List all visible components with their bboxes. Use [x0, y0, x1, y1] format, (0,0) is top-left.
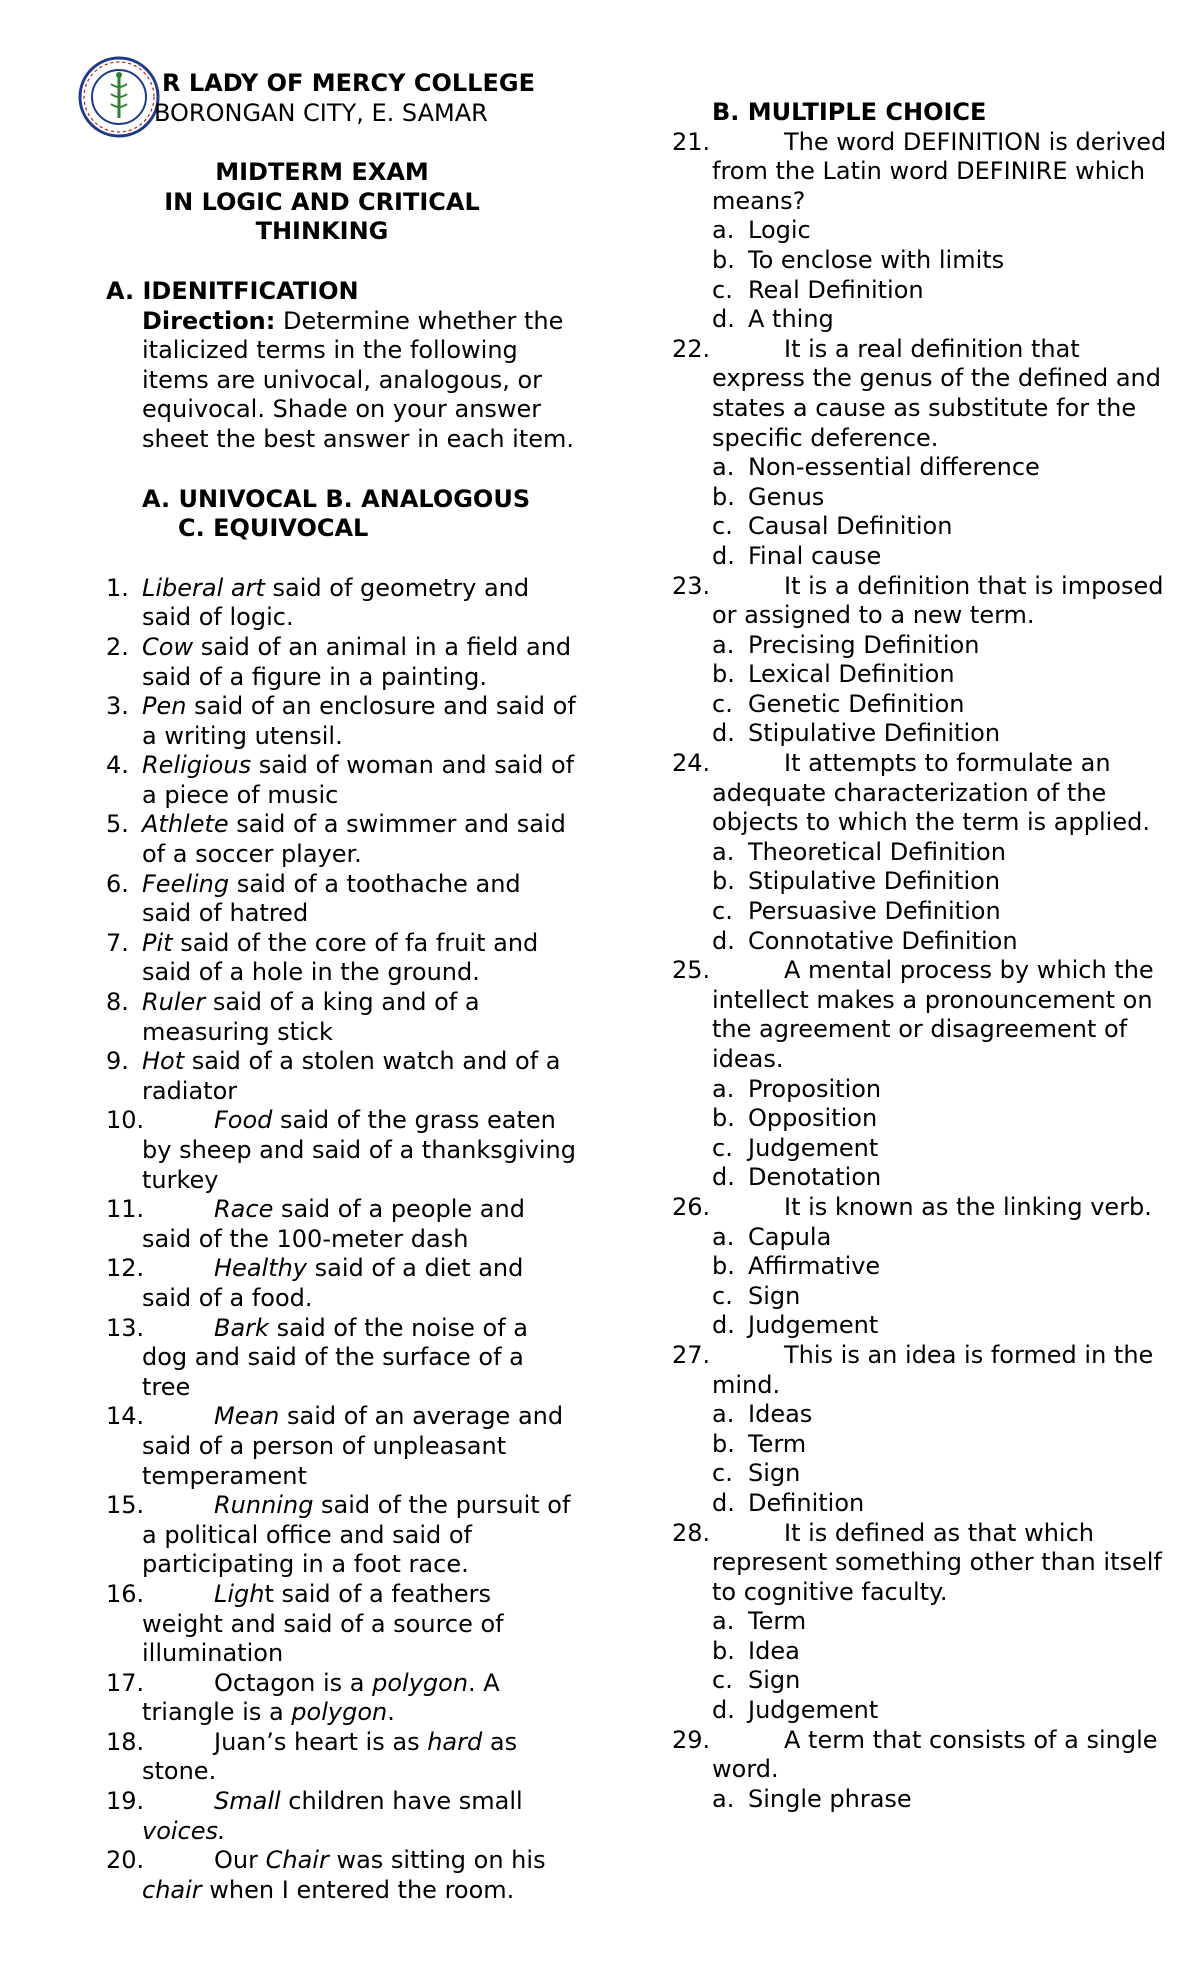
- option-letter: a.: [712, 1607, 735, 1636]
- option-letter: d.: [712, 1163, 735, 1192]
- item-number: 14.: [106, 1402, 145, 1431]
- exam-title-line2: IN LOGIC AND CRITICAL THINKING: [164, 187, 480, 246]
- right-column: [672, 98, 1172, 1814]
- item-text: said of a king and of a measuring stick: [142, 988, 480, 1046]
- identification-item: [96, 870, 576, 929]
- option-letter: c.: [712, 1666, 733, 1695]
- italic-term: Mean: [214, 1402, 280, 1431]
- option-text: To enclose with limits: [748, 245, 1005, 274]
- italic-term: polygon: [372, 1668, 469, 1697]
- option-letter: a.: [712, 453, 735, 482]
- option-letter: a.: [712, 1400, 735, 1429]
- option-text: Term: [748, 1607, 807, 1636]
- option-letter: b.: [712, 660, 735, 689]
- answer-option: [672, 897, 1172, 927]
- answer-option: [672, 631, 1172, 661]
- answer-option: [672, 276, 1172, 306]
- answer-option: [672, 1666, 1172, 1696]
- answer-option: [672, 1282, 1172, 1312]
- identification-item: [96, 810, 576, 869]
- item-text: t said of a feathers weight and said of a source of illumination: [142, 1579, 504, 1668]
- option-text: Ideas: [748, 1400, 813, 1429]
- answer-option: [672, 305, 1172, 335]
- option-letter: d.: [712, 305, 735, 334]
- option-letter: d.: [712, 719, 735, 748]
- option-text: Stipulative Definition: [748, 867, 1001, 896]
- question-number: 23.: [672, 571, 711, 600]
- option-letter: c.: [712, 1133, 733, 1162]
- identification-item: [96, 929, 576, 988]
- answer-option: [672, 1252, 1172, 1282]
- option-text: Term: [748, 1429, 807, 1458]
- option-letter: a.: [712, 1222, 735, 1251]
- question-text: A mental process by which the intellect makes a pronouncement on the agreement or disagreement of ideas.: [712, 956, 1154, 1073]
- item-text: said of geometry and said of logic.: [142, 573, 530, 632]
- letterhead: [96, 69, 576, 128]
- identification-item: [96, 1728, 576, 1787]
- answer-option: [672, 867, 1172, 897]
- item-number: 18.: [106, 1727, 145, 1756]
- question-text: This is an idea is formed in the mind.: [712, 1340, 1154, 1399]
- answer-option: [672, 660, 1172, 690]
- option-text: Opposition: [748, 1104, 878, 1133]
- option-text: Judgement: [748, 1311, 879, 1340]
- identification-item: [96, 1846, 576, 1905]
- answer-option: [672, 1075, 1172, 1105]
- option-letter: c.: [712, 897, 733, 926]
- option-text: Stipulative Definition: [748, 719, 1001, 748]
- question-number: 21.: [672, 127, 711, 156]
- italic-term: polygon: [291, 1698, 388, 1727]
- item-text: Our: [214, 1846, 266, 1875]
- option-letter: b.: [712, 482, 735, 511]
- identification-item: [96, 988, 576, 1047]
- option-text: Capula: [748, 1222, 832, 1251]
- answer-option: [672, 453, 1172, 483]
- option-letter: c.: [712, 1281, 733, 1310]
- option-text: Single phrase: [748, 1784, 912, 1813]
- question-number: 24.: [672, 749, 711, 778]
- answer-option: [672, 1489, 1172, 1519]
- identification-item: [96, 1254, 576, 1313]
- question-text: It is a definition that is imposed or assigned to a new term.: [712, 571, 1164, 630]
- italic-term: Athlete: [142, 810, 229, 839]
- option-text: Precising Definition: [748, 630, 980, 659]
- item-text: as stone.: [142, 1727, 518, 1786]
- option-letter: d.: [712, 541, 735, 570]
- italic-term: Liberal art: [142, 573, 265, 602]
- item-text: Juan’s heart is as: [214, 1727, 428, 1756]
- item-number: 12.: [106, 1254, 145, 1283]
- question: [672, 1519, 1172, 1608]
- item-number: 5.: [106, 810, 129, 839]
- option-text: Persuasive Definition: [748, 897, 1001, 926]
- identification-item: [96, 1047, 576, 1106]
- item-number: 13.: [106, 1313, 145, 1342]
- question: [672, 1726, 1172, 1785]
- question: [672, 956, 1172, 1074]
- answer-option: [672, 927, 1172, 957]
- question: [672, 749, 1172, 838]
- direction-text: Determine whether the italicized terms in the following items are univocal, analogous, or equivocal. Shade on your answer sheet the best answer in each item.: [142, 306, 575, 453]
- option-letter: b.: [712, 1104, 735, 1133]
- italic-term: Healthy: [214, 1254, 308, 1283]
- identification-item: [96, 1787, 576, 1846]
- option-letter: a.: [712, 1784, 735, 1813]
- item-text: said of the noise of a dog and said of the surface of a tree: [142, 1313, 529, 1401]
- item-number: 10.: [106, 1106, 145, 1135]
- option-letter: d.: [712, 1488, 735, 1517]
- option-letter: d.: [712, 1696, 735, 1725]
- option-text: Proposition: [748, 1074, 882, 1103]
- question-text: A term that consists of a single word.: [712, 1725, 1158, 1784]
- item-number: 15.: [106, 1491, 145, 1520]
- item-number: 9.: [106, 1047, 129, 1076]
- item-text: said of the core of fa fruit and said of a hole in the ground.: [142, 928, 539, 987]
- choices-line1: A. UNIVOCAL B. ANALOGOUS: [142, 484, 531, 513]
- option-text: Non-essential difference: [748, 453, 1040, 482]
- question: [672, 335, 1172, 453]
- option-letter: c.: [712, 512, 733, 541]
- item-number: 3.: [106, 692, 129, 721]
- option-text: Theoretical Definition: [748, 837, 1006, 866]
- option-letter: c.: [712, 1459, 733, 1488]
- option-letter: a.: [712, 837, 735, 866]
- item-text: said of a people and said of the 100-meter dash: [142, 1195, 525, 1253]
- item-text: said of woman and said of a piece of music: [142, 751, 575, 809]
- italic-term: Food: [214, 1106, 273, 1135]
- item-text: said of an average and said of a person of unpleasant temperament: [142, 1402, 564, 1490]
- option-text: Final cause: [748, 541, 882, 570]
- item-number: 7.: [106, 928, 129, 957]
- option-text: Genus: [748, 482, 825, 511]
- option-text: Logic: [748, 216, 811, 245]
- answer-choices: [96, 485, 576, 544]
- question: [672, 128, 1172, 217]
- option-letter: b.: [712, 245, 735, 274]
- answer-option: [672, 1311, 1172, 1341]
- item-text: said of a toothache and said of hatred: [142, 869, 521, 928]
- exam-title: [96, 158, 548, 247]
- question: [672, 572, 1172, 631]
- option-text: Affirmative: [748, 1252, 881, 1281]
- section-a-direction: [96, 307, 576, 455]
- question-text: It is known as the linking verb.: [784, 1192, 1152, 1221]
- answer-option: [672, 1223, 1172, 1253]
- option-letter: d.: [712, 926, 735, 955]
- item-text: .: [387, 1698, 395, 1727]
- answer-option: [672, 246, 1172, 276]
- question-number: 22.: [672, 334, 711, 363]
- question-number: 27.: [672, 1340, 711, 1369]
- item-number: 20.: [106, 1846, 145, 1875]
- answer-option: [672, 1104, 1172, 1134]
- item-number: 8.: [106, 988, 129, 1017]
- item-text: said of a stolen watch and of a radiator: [142, 1047, 561, 1105]
- direction-label: Direction:: [142, 306, 276, 335]
- italic-term: Cow: [142, 632, 194, 661]
- question-text: The word DEFINITION is derived from the Latin word DEFINIRE which means?: [712, 127, 1167, 215]
- italic-term: Race: [214, 1195, 274, 1224]
- question-text: It is defined as that which represent something other than itself to cognitive faculty.: [712, 1518, 1162, 1606]
- option-letter: b.: [712, 1252, 735, 1281]
- item-text: children have small: [280, 1787, 523, 1816]
- answer-option: [672, 719, 1172, 749]
- italic-term: Pit: [142, 928, 173, 957]
- italic-term: Pen: [142, 692, 187, 721]
- exam-title-line1: MIDTERM EXAM: [215, 158, 429, 187]
- italic-term: Bark: [214, 1313, 269, 1342]
- section-b-title: B. MULTIPLE CHOICE: [712, 98, 987, 126]
- item-text: . A triangle is a: [142, 1668, 500, 1727]
- answer-option: [672, 1430, 1172, 1460]
- item-text: said of a diet and said of a food.: [142, 1254, 524, 1312]
- option-letter: a.: [712, 630, 735, 659]
- italic-term: voices.: [142, 1816, 226, 1845]
- section-a-title: A. IDENITFICATION: [106, 276, 359, 305]
- item-number: 17.: [106, 1668, 145, 1697]
- item-number: 16.: [106, 1579, 145, 1608]
- item-text: said of an enclosure and said of a writing utensil.: [142, 692, 576, 750]
- item-text: when I entered the room.: [201, 1875, 515, 1904]
- option-text: Sign: [748, 1281, 801, 1310]
- option-text: Real Definition: [748, 275, 924, 304]
- italic-term: hard: [427, 1727, 483, 1756]
- italic-term: chair: [142, 1875, 202, 1904]
- item-number: 4.: [106, 751, 129, 780]
- answer-option: [672, 1637, 1172, 1667]
- identification-item: [96, 1669, 576, 1728]
- option-text: Definition: [748, 1488, 865, 1517]
- option-text: Lexical Definition: [748, 660, 955, 689]
- italic-term: Ligh: [214, 1579, 265, 1608]
- question: [672, 1341, 1172, 1400]
- question-number: 25.: [672, 956, 711, 985]
- multiple-choice-questions: [672, 128, 1172, 1815]
- option-text: Sign: [748, 1459, 801, 1488]
- answer-option: [672, 1607, 1172, 1637]
- italic-term: Ruler: [142, 988, 206, 1017]
- option-letter: c.: [712, 689, 733, 718]
- identification-item: [96, 1195, 576, 1254]
- italic-term: Hot: [142, 1047, 185, 1076]
- option-letter: b.: [712, 1636, 735, 1665]
- option-letter: a.: [712, 216, 735, 245]
- italic-term: Small: [214, 1787, 281, 1816]
- item-text: said of a swimmer and said of a soccer player.: [142, 810, 566, 869]
- item-number: 6.: [106, 869, 129, 898]
- identification-item: [96, 1106, 576, 1195]
- answer-option: [672, 542, 1172, 572]
- answer-option: [672, 216, 1172, 246]
- option-letter: c.: [712, 275, 733, 304]
- college-city: BORONGAN CITY, E. SAMAR: [154, 98, 488, 127]
- item-text: was sitting on his: [328, 1846, 546, 1875]
- left-column: [96, 69, 576, 1905]
- option-text: Judgement: [748, 1133, 879, 1162]
- option-text: A thing: [748, 305, 834, 334]
- answer-option: [672, 1400, 1172, 1430]
- option-text: Judgement: [748, 1696, 879, 1725]
- answer-option: [672, 512, 1172, 542]
- answer-option: [672, 1785, 1172, 1815]
- item-number: 11.: [106, 1195, 145, 1224]
- italic-term: Religious: [142, 751, 252, 780]
- option-text: Causal Definition: [748, 512, 953, 541]
- answer-option: [672, 1163, 1172, 1193]
- question-number: 29.: [672, 1725, 711, 1754]
- identification-item: [96, 1580, 576, 1669]
- answer-option: [672, 690, 1172, 720]
- identification-item: [96, 1402, 576, 1491]
- italic-term: Running: [214, 1491, 314, 1520]
- option-text: Connotative Definition: [748, 926, 1018, 955]
- answer-option: [672, 483, 1172, 513]
- item-number: 19.: [106, 1787, 145, 1816]
- question-text: It attempts to formulate an adequate characterization of the objects to which the term is applied.: [712, 749, 1150, 837]
- option-text: Idea: [748, 1636, 800, 1665]
- identification-item: [96, 1314, 576, 1403]
- choices-line2: C. EQUIVOCAL: [178, 514, 369, 543]
- option-text: Genetic Definition: [748, 689, 965, 718]
- answer-option: [672, 1696, 1172, 1726]
- identification-item: [96, 633, 576, 692]
- question: [672, 1193, 1172, 1223]
- item-number: 2.: [106, 632, 129, 661]
- identification-item: [96, 751, 576, 810]
- answer-option: [672, 1134, 1172, 1164]
- option-letter: a.: [712, 1074, 735, 1103]
- item-text: said of the pursuit of a political office and said of participating in a foot race.: [142, 1491, 571, 1579]
- answer-option: [672, 1459, 1172, 1489]
- item-text: said of the grass eaten by sheep and said of a thanksgiving turkey: [142, 1106, 576, 1194]
- option-text: Sign: [748, 1666, 801, 1695]
- question-number: 28.: [672, 1518, 711, 1547]
- item-text: said of an animal in a field and said of a figure in a painting.: [142, 632, 572, 691]
- identification-item: [96, 574, 576, 633]
- college-name: R LADY OF MERCY COLLEGE: [162, 69, 535, 97]
- italic-term: Chair: [265, 1846, 329, 1875]
- identification-item: [96, 692, 576, 751]
- italic-term: Feeling: [142, 869, 230, 898]
- answer-option: [672, 838, 1172, 868]
- question-text: It is a real definition that express the genus of the defined and states a cause as substitute for the specific deference.: [712, 334, 1161, 452]
- identification-items: [96, 574, 576, 1906]
- option-text: Denotation: [748, 1163, 882, 1192]
- question-number: 26.: [672, 1192, 711, 1221]
- option-letter: b.: [712, 867, 735, 896]
- option-letter: d.: [712, 1311, 735, 1340]
- identification-item: [96, 1491, 576, 1580]
- item-text: Octagon is a: [214, 1668, 373, 1697]
- option-letter: b.: [712, 1429, 735, 1458]
- item-number: 1.: [106, 573, 129, 602]
